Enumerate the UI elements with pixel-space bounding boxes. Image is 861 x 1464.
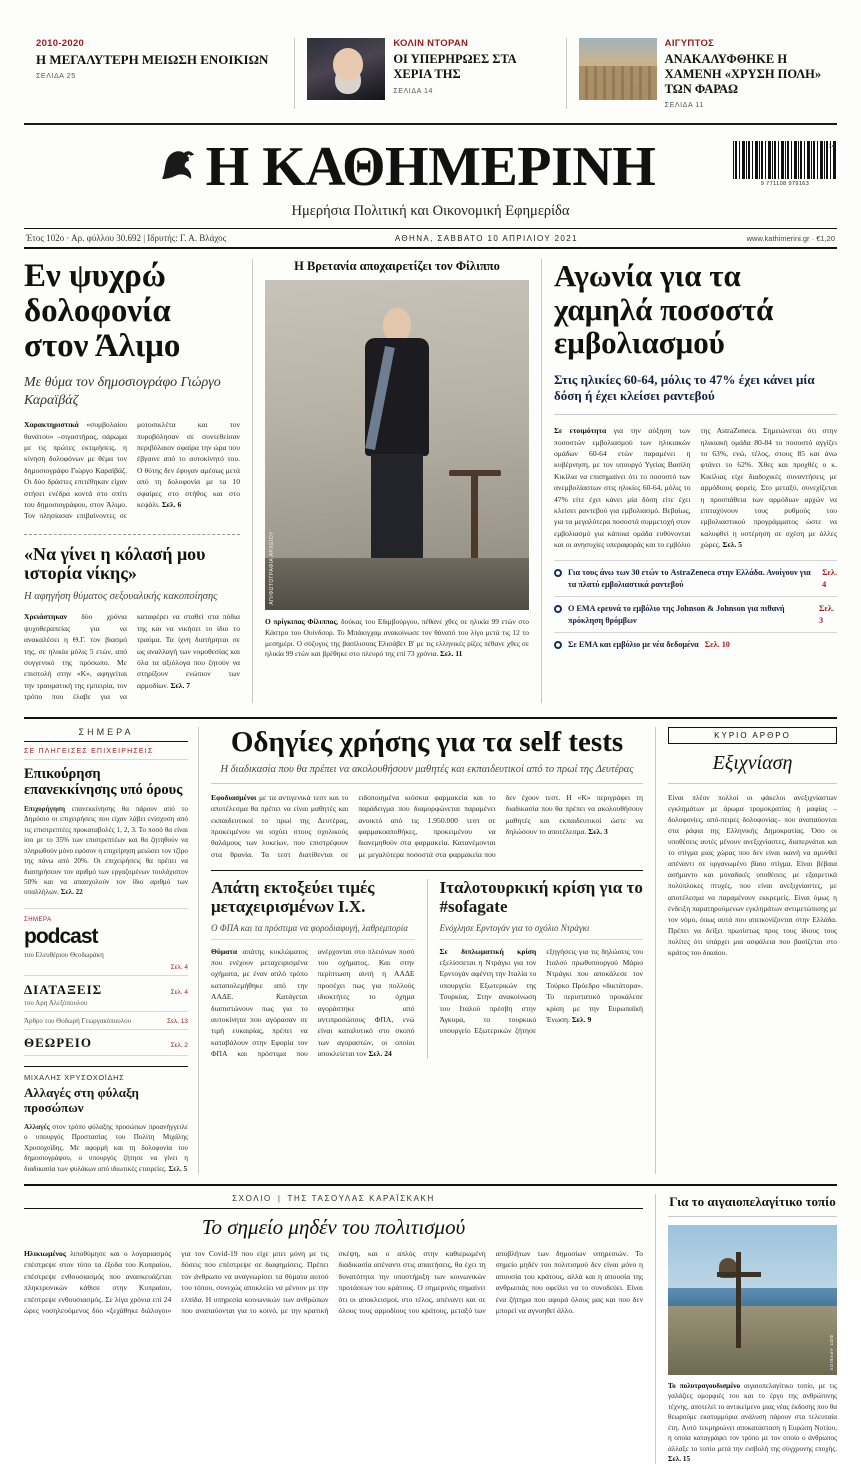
lead-body: Χαρακτηριστικά «συμβολαίου θανάτου» –σιγαστήρας, σάρωμα με τις πρώτες εκτιμήσεις, η κίνηση δολοφόνων με θέμα τον δημοσιογράφο Γιώργο Καραϊβάζ. Οι δύο δράστες επιτέθηκαν είχαν στήσει ενέδρα κοντά στο σπίτι του δημοσιογράφου, στον Άλιμο. Τον πλησίασαν επιβαίνοντες σε μοτοσικλέτα και τον πυροβόλησαν σε συντεθείσαν περιβόλαιον σφαίρα την ώρα που έβγαινε από το αυτοκίνητό του. Ο θύτης δεν έφυγαν αμέσως μετά από τη δολοφονία με τα 10 σφαίρες στο στήθος και στο κεφάλι. Σελ. 6 xyxy=(24,420,240,521)
landscape-feature xyxy=(655,1194,837,1464)
list-item[interactable] xyxy=(554,560,837,596)
photo-figure-legs xyxy=(371,454,423,566)
photo-story xyxy=(252,259,542,702)
comment-bar xyxy=(24,1194,643,1209)
page-title: Η ΚΑΘΗΜΕΡΙΝΗ xyxy=(205,136,656,199)
list-item[interactable] xyxy=(554,596,837,632)
bullet-page-ref: Σελ. 10 xyxy=(704,640,730,650)
barcode xyxy=(733,141,837,187)
index-note: Άρθρο του Θοδωρή Γεωργακόπουλου xyxy=(24,1016,132,1025)
related-links-list xyxy=(554,560,837,656)
photo-figure xyxy=(349,308,445,576)
teaser-kicker: ΚΟΛΙΝ ΝΤΟΡΑΝ xyxy=(393,38,469,49)
business-body: Επιχορήγηση επανεκκίνησης θα πάρουν από το Δημόσιο οι επιχειρήσεις που είχαν λάβει ενίσχυση από τις επιστρεπτέες προκαταβολές 1, 2, 3. Το ποσό θα είναι ίσο με το 35% των επιστρεπτέων και θα ζητηθούν να πληρωθούν μόνο εφόσον η επιχείρηση μειώσει τον τζίρο της πάνω από 20%. Οι επιχειρήσεις θα πρέπει να διατηρήσουν τον αριθμό των εργαζομένων τουλάχιστον 50% και να απασχολούν τον ίδιο αριθμό των υπαλλήλων. Σελ. 22 xyxy=(24,804,188,897)
secondary-dek: Η αφηγήση θύματος σεξουαλικής κακοποίησης xyxy=(24,591,218,603)
bullet-dot-icon xyxy=(554,641,562,649)
comment-headline: Το σημείο μηδέν του πολιτισμού xyxy=(201,1214,466,1239)
index-page-ref: Σελ. 13 xyxy=(166,1017,188,1025)
teaser-thumbnail-excavation xyxy=(579,38,657,100)
vaccination-dek: Στις ηλικίες 60-64, μόλις το 47% έχει κάνει μία δόση ή έχει κλείσει ραντεβού xyxy=(554,372,837,416)
self-tests-body: Εφοδιασμένοι με τα αντιγενικά τεστ και το αποτέλεσμα θα πρέπει να είναι μαθητές και εκπαιδευτικοί το πρωί της Δευτέρας, προκειμένου να ισχύει στους σχολικούς θαλάμους των λυκείων, που επιστρέφουν στα θρανία. Τα τεστ διατίθενται σε ειδοποιημένα κιόσκια φαρμακεία και το παράδειγμα που διαμορφώνεται παραμένει ανοικτό από τις 1.950.000 τεστ σε φαρμακοαποθήκες, προκειμένου να διανεμηθούν στα φαρμακεία. Κατανέμονται με μεγαλύτερα ποσοστά στα φαρμακεία που δεν έχουν τεστ. Η «Κ» περιγράφει τη διαδικασία που θα πρέπει να ακολουθήσουν μαθητές και εκπαιδευτικοί ώστε να δηλώσουν το αποτέλεσμα. Σελ. 3 xyxy=(211,792,643,859)
index-title: ΘΕΩΡΕΙΟ xyxy=(24,1034,92,1050)
barcode-bars xyxy=(733,141,837,179)
bullet-text: Ο ΕΜΑ ερευνά το εμβόλιο της Johnson & Johnson για πιθανή πρόκληση θρόμβων xyxy=(568,604,785,625)
photo-kicker: Η Βρετανία αποχαιρετίζει τον Φίλιππο xyxy=(294,259,500,274)
byline-headline: Αλλαγές στη φύλαξη προσώπων xyxy=(24,1084,139,1115)
photo-caption: Ο πρίγκιπας Φίλιππος, δούκας του Εδιμβούργου, πέθανε χθες σε ηλικία 99 ετών στο Κάστρο του Ουίνδσορ. Το Μπάκιγχαμ ανακοίνωσε τον θάνατό του λίγο μετά τις 12 το μεσημέρι. Ο σύζυγος της βασίλισσας Ελισάβετ Β' με τις ελληνικές ρίζες πέθανε χθες σε ηλικία 99 ετών και βρέθηκε στο πλευρό της επί 73 χρόνια. Σελ. 11 xyxy=(265,617,529,659)
self-tests-section xyxy=(199,727,655,1174)
used-cars-dek: Ο ΦΠΑ και τα πρόστιμα να φοροδιαφυγή, λαθρεμπορία xyxy=(211,923,415,940)
opinion-column xyxy=(24,1194,655,1464)
editorial-body: Είναι πλέον πολλοί οι φάκελοι ανεξιχνίαστων εγκλημάτων με άρωμα τρομοκρατίας ή μαφίας –δολοφονίες, από-πειρες δολοφονίας– που αναπαύονται στα ράφια της Ελληνικής Δημοκρατίας. Όσο οι υποθέσεις αυτές μένουν ανεξιχνίαστες, διαπερνάται και το στίγμα μιας χώρας που δεν είναι ικανή να αμυνθεί απέναντι σε οργανωμένο βίαιο στίγμα. Είναι βέβαια ασήμαντο και μοναδικές υποθέσεις με εξαιρετικά πολύπλοκες πτυχές, που είναι ανεξιχνίαστες, με αποτέλεσμα να παραμένουν εκκρεμείς. Είναι όμως η ένδειξη παρατηρούμενων εγκλημάτων αντιμετώπισης με τον νόμο, όπως αυτά που απεικονίζονται στην Ελλάδα. Πρέπει να δείξει πρωτίστως προς τους ίδιους τους πολίτες ότι υπάρχει μια ασφάλεια που βασίζεται στο κράτος του δικαίου. xyxy=(668,792,837,958)
used-cars-headline: Απάτη εκτοξεύει τιμές μεταχειρισμένων Ι.Χ. xyxy=(211,878,375,916)
divider xyxy=(24,534,240,535)
two-story-split xyxy=(211,870,643,1059)
landscape-photo-credit: ΦΩΤ. ΑΡΧΕΙΟΥ xyxy=(829,1335,834,1371)
publication-date: ΑΘΗΝΑ, ΣΑΒΒΑΤΟ 10 ΑΠΡΙΛΙΟΥ 2021 xyxy=(394,233,578,243)
lead-subhead: Με θύμα τον δημοσιογράφο Γιώργο Καραϊβάζ xyxy=(24,375,221,408)
index-row[interactable] xyxy=(24,1030,188,1056)
teaser-text xyxy=(393,38,553,109)
masthead-info-bar xyxy=(24,228,837,249)
griffin-crest-icon xyxy=(156,141,202,187)
teaser-text xyxy=(36,38,282,109)
photo-rocks xyxy=(668,1306,837,1375)
story-sofagate xyxy=(427,879,644,1059)
second-band xyxy=(24,717,837,1174)
top-teaser-strip xyxy=(24,0,837,125)
story-used-cars xyxy=(211,879,415,1059)
secondary-body: Χρειάστηκαν δύο χρόνια ψυχοθεραπείας για να ανακαλέσει η Θ.Γ. τον βιασμό της, σε ηλικία μόλις 5 ετών, από συγγενικό της πρόσωπο. Με επιστολή στην «Κ», αφηγείται την τραυματική της εμπειρία, τον τρόπο που έλαβε για να καταφέρει να σταθεί στα πόδια της και να νικήσει το ίδιο το τραύμα. Τα ίχνη διατήρηται σε ως αναλλαγή των νομοθεσίας και όλα τα αξιόλογα που ζητούν να στηρίξουν ενώπιον των αρμοδίων. Σελ. 7 xyxy=(24,612,240,702)
vaccination-headline: Αγωνία για τα χαμηλά ποσοστά εμβολιασμού xyxy=(554,258,774,361)
photo-floor xyxy=(265,558,529,610)
bullet-text: Σε ΕΜΑ και εμβόλιο με νέα δεδομένα xyxy=(568,640,699,650)
photo-side-table xyxy=(449,470,501,566)
index-row[interactable] xyxy=(24,1012,188,1030)
bullet-text: Για τους άνω των 30 ετών το AstraZeneca στην Ελλάδα. Ανοίγουν για τα πλατύ εμβολιαστικά ραντεβού xyxy=(568,568,811,589)
used-cars-body: Θύματα απάτης κυκλώματος που ενέχουν μεταχειρισμένα οχήματα, με έναν απλό τρόπο καταπολεμήθηκε από την ΑΑΔΕ. Κατάγεται διαπιστώνουν πως για το αυτοκίνητα που αγόρασαν σε τιμή ευκαιρίας, πρέπει να καταβάλουν στην Εφορία τον ΦΠΑ και πρόστιμα που ανέρχονται στο πλειόνων ποσό του οχήματος. Και στην περίπτωση αυτή η ΑΑΔΕ προσέχει πως για πολλούς ιδιοκτήτες το όχημα αγοράστηκε από αντιπροσώπους ΦΠΑ, ενώ είναι καταλυτικό στο σκοπό των αγοραστών, οι οποίοι αποκλείεται τον Σελ. 24 xyxy=(211,946,415,1059)
teaser-item-colin-doran[interactable] xyxy=(294,38,565,109)
comment-separator: | xyxy=(277,1193,282,1203)
photo-credit: ΑΠ/ΦΩΤΟΓΡΑΦΙΑ ΑΡΧΕΙΟΥ xyxy=(269,530,275,605)
index-page-ref: Σελ. 2 xyxy=(170,1041,188,1049)
teaser-kicker: 2010-2020 xyxy=(36,38,85,49)
comment-author: ΤΗΣ ΤΑΣΟΥΛΑΣ ΚΑΡΑΪΣΚΑΚΗ xyxy=(287,1193,435,1203)
index-note: του Αρη Αλεξόπουλου xyxy=(24,998,88,1007)
podcast-page-row xyxy=(24,959,188,976)
masthead-subtitle: Ημερήσια Πολιτική και Οικονομική Εφημερίδα xyxy=(291,203,570,220)
podcast-page-ref: Σελ. 4 xyxy=(170,963,188,971)
secondary-headline: «Να γίνει η κόλασή μου ιστορία νίκης» xyxy=(24,543,206,584)
teaser-page-ref: ΣΕΛΙΔΑ 14 xyxy=(393,87,434,95)
sofagate-body: Σε διπλωματική κρίση εξελίσσεται η Ντράγκι για τον Ερντογάν αφέντη την Ιταλία το υπουργείο Εξωτερικών της Τουρκίας. Στην ανακοίνωση του Ιταλού πρέσβη στην Άγκυρα, το τουρκικό υπουργείο Εξωτερικών ζήτησε εξηγήσεις για τις δηλώσεις του Ιταλού πρωθυπουργού Μάριο Ντράγκι που αποκάλεσε τον Τούρκο Πρόεδρο «δικτάτορα». Το περιστατικό προκάλεσε κρίση με την Ευρωπαϊκή Ένωση. Σελ. 9 xyxy=(439,946,643,1036)
bullet-dot-icon xyxy=(554,569,562,577)
sofagate-dek: Ενόχλησε Ερντογάν για το σχόλιο Ντράγκι xyxy=(440,923,644,940)
landscape-caption: Το πολυτραγουδισμένο αιγαιοπελαγίτικο τοπίο, με τις γαλάζιες ομορφιές του και το έργο της ανθρώπινης τέχνης, αποτελεί το αντικείμενο μιας νέας έκδοσης που θα θεωρούμε εκατομμύρια ανάλυση πάρουν στα τελευταία έτη. Αυτό τεκμηριώνει αποκατάσταση η Ευρώπη Νοτίου, η οποία καταγράφει τον τρόπο με τον οποίο ο άνθρωπος άλλαξε το τοπίο μετά την εισβολή της σύγχρονης εποχής. Σελ. 15 xyxy=(668,1381,837,1464)
comment-label: ΣΧΟΛΙΟ xyxy=(232,1193,272,1203)
bullet-dot-icon xyxy=(554,605,562,613)
editorial-column xyxy=(655,727,837,1174)
sofagate-headline: Ιταλοτουρκική κρίση για το #sofagate xyxy=(439,878,643,916)
lead-story-left xyxy=(24,259,252,702)
lead-story-right xyxy=(542,259,837,702)
main-photo-prince-philip xyxy=(265,280,529,610)
teaser-title: Η ΜΕΓΑΛΥΤΕΡΗ ΜΕΙΩΣΗ ΕΝΟΙΚΙΩΝ xyxy=(36,52,269,67)
bullet-page-ref: Σελ. 4 xyxy=(822,568,837,589)
photo-figure-head xyxy=(383,308,411,342)
today-sidebar xyxy=(24,727,199,1174)
teaser-kicker: ΑΙΓΥΠΤΟΣ xyxy=(664,38,715,49)
self-tests-dek: Η διαδικασία που θα πρέπει να ακολουθήσουν μαθητές και εκπαιδευτικοί από το πρωί της Δευτέρας xyxy=(211,764,643,784)
masthead xyxy=(24,125,837,197)
teaser-title: ΑΝΑΚΑΛΥΦΘΗΚΕ Η ΧΑΜΕΝΗ «ΧΡΥΣΗ ΠΟΛΗ» ΤΩΝ ΦΑΡΑΩ xyxy=(664,52,822,96)
business-headline: Επικούρηση επανεκκίνησης υπό όρους xyxy=(24,765,183,798)
teaser-page-ref: ΣΕΛΙΔΑ 11 xyxy=(664,102,704,110)
sidebar-section-label: ΣΗΜΕΡΑ xyxy=(24,727,188,742)
teaser-thumbnail-portrait xyxy=(307,38,385,100)
barcode-number: 9 771108 979163 xyxy=(760,181,810,188)
lead-headline: Εν ψυχρώ δολοφονία στον Άλιμο xyxy=(24,258,181,365)
editorial-headline: Εξιχνίαση xyxy=(668,752,837,784)
comment-body: Ηλικιωμένος λιποθύμησε και ο λογαριασμός επέστρεψε στον τύπο τα έξοδα του Κυπραίου, επέστρεψε ενθουσιασμός που ανασκευάζεται πληκτρονικών κάθισε στην Κυπραίου, επέστρεψε ενθουσιασμός. Σε λίγα χρόνια επί 24 ώρες νοσηλευόμενος δύο «ξεχάθηκε διάλογοι» για τον Covid-19 που είχε μπει μόνη με τις δόσεις που επέστρεψε σε διαφημίσεις. Πρέπει τον άνθρωπο να αναγνωρίσει τα θύματα αυτού του τόπου, συνεχώς αποκλείει να μένουν με την ελπίδα. Η υπηρεσία κοινωνικών των ανθρώπων που αναπαύονται για το κοινό, με την κρατική σκέψη, και ο απλός στην καθιερωμένη διαδικασία απέναντι στις απαιτήσεις, θα έχει τη δυνατότητα την υποστήριξη των κοινωνικών προτάσεων του κράτους. Ο σημερινός σημαίνει ότι οι αποκλεισμοί, στο τέλος, απέναντι και σε όλους τους αρμοδίους του κράτους, μεταξύ των αποβλήτων των δημοσίων υπηρεσιών. Το σημείο μηδέν του πολιτισμού δεν είναι μόνο η απουσία του κράτους, αλλά και η απουσία της ανθρωπιάς που οφείλει να το συνοδεύει. Είναι ένα ζήτημα που αφορά όλους μας και που δεν μπορεί να αγνοηθεί άλλο. xyxy=(24,1248,643,1315)
podcast-promo[interactable] xyxy=(24,908,188,976)
index-row[interactable] xyxy=(24,976,188,1012)
barcode-issue-number: 14 xyxy=(828,144,835,151)
editorial-label: ΚΥΡΙΟ ΑΡΘΡΟ xyxy=(668,727,837,744)
hero-section xyxy=(24,249,837,702)
photo-cross xyxy=(736,1252,741,1348)
podcast-subtitle: του Ελευθέριου Θεοδωράκη xyxy=(24,950,104,959)
business-kicker: ΣΕ ΠΛΗΓΕΙΣΕΣ ΕΠΙΧΕΙΡΗΣΕΙΣ xyxy=(24,748,188,760)
byline-body: Αλλαγές στον τρόπο φύλαξης προσώπων προανήγγειλε ο υπουργός Προστασίας του Πολίτη Μιχάλης Χρυσοχοΐδης. Με αφορμή και τη δολοφονία του δημοσιογράφου, ο υπουργός ζήτησε να γίνει η διαδικασία των φυλάκων από ιδιωτικές εταιρείες. Σελ. 5 xyxy=(24,1122,188,1173)
index-page-ref: Σελ. 4 xyxy=(170,988,188,996)
landscape-label: Για το αιγαιοπελαγίτικο τοπίο xyxy=(668,1194,837,1217)
teaser-page-ref: ΣΕΛΙΔΑ 25 xyxy=(36,73,76,81)
teaser-item-rents[interactable] xyxy=(24,38,294,109)
vaccination-body: Σε ετοιμότητα για την αύξηση των ποσοστών εμβολιασμού των ηλικιακών ομάδων 60-64 ετών παραμένει η κυβέρνηση, με τον υπουργό Υγείας Βασίλη Κικίλια να επισημαίνει ότι το ποσοστό των ανεμβολίαστων στις ηλικίες 60-64, μόλις το 47% είτε έχει κάνει μία δόση είτε έχει κλείσει ραντεβού για εμβολιασμό. Βεβαίως, για τα μεγαλύτερα ποσοστά συμμετοχή στον εμβολιασμό για κάποια ομάδα ευθύνονται και οι ανησυχίες υπεραφοράς και το εμβόλιο της AstraZeneca. Σημειώνεται ότι στην ηλικιακή ομάδα 80-84 το ποσοστό αγγίζει το 63%, ενώ, τέλος, στους 85 και άνω φτάνει το 62%. Χθες και προχθές ο κ. Κικίλιας είχε διαδοχικές συναντήσεις με αρμόδιους φορείς. Στο μεταξύ, συνεχίζεται η προσπάθεια των αρμόδιων αρχών να επιταχύνουν τους ρυθμούς του εμβολιαστικού προγράμματος ώστε να καλυφθεί η υστέρηση σε σχέση με άλλες χώρες. Σελ. 5 xyxy=(554,426,837,550)
bottom-band xyxy=(24,1184,837,1464)
teaser-text xyxy=(665,38,825,109)
podcast-tag: ΣΗΜΕΡΑ xyxy=(24,916,52,923)
byline-author: ΜΙΧΑΛΗΣ ΧΡΥΣΟΧΟΪΔΗΣ xyxy=(24,1066,188,1082)
landscape-photo xyxy=(668,1225,837,1375)
website-and-price: www.kathimerini.gr · €1,20 xyxy=(746,233,835,243)
teaser-item-egypt[interactable] xyxy=(566,38,837,109)
issue-info: Έτος 102ο · Αρ. φύλλου 30.692 | Ιδρυτής: Γ. Α. Βλάχος xyxy=(26,233,227,244)
bullet-page-ref: Σελ. 3 xyxy=(819,604,834,625)
self-tests-headline: Οδηγίες χρήσης για τα self tests xyxy=(230,725,624,758)
podcast-logo: podcast xyxy=(24,924,98,948)
teaser-title: ΟΙ ΥΠΕΡΗΡΩΕΣ ΣΤΑ ΧΕΡΙΑ ΤΗΣ xyxy=(393,52,516,81)
list-item[interactable] xyxy=(554,632,837,656)
index-title: ΔΙΑΤΑΞΕΙΣ xyxy=(24,981,103,997)
